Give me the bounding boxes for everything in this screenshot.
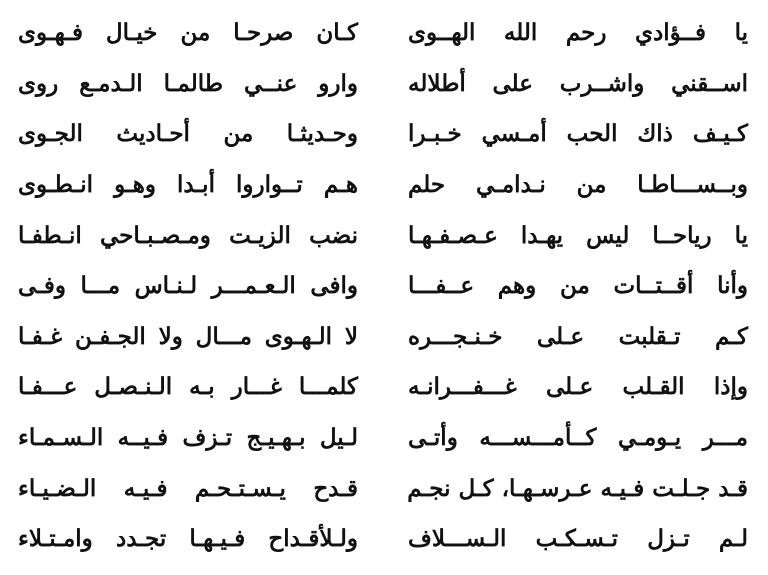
verse	[0, 59, 768, 110]
verse	[0, 109, 768, 160]
first-hemistich: يا فــؤادي رحم الله الهــوى	[408, 19, 748, 47]
second-hemistich: وارو عنــي طالمـا الـدمـع روى	[18, 69, 358, 97]
second-hemistich: كلمـــا غـــار بـه الـنـصـل عـــفـا	[18, 373, 358, 401]
first-hemistich: قـد جـلـت فـيـه عـرسـهـا، كـل نجـم	[407, 474, 748, 502]
verse	[0, 8, 768, 59]
poem	[0, 8, 768, 568]
second-hemistich: لا الـهـوى مـــال ولا الجـفـن غـفـا	[18, 322, 358, 350]
first-hemistich: وأنا أقــتــات من وهم عــفـــا	[408, 272, 748, 300]
second-hemistich: نضب الزيـت ومـصـبـاحي انـطفـا	[18, 221, 358, 249]
first-hemistich: يا رياحــا ليس يهـدا عـصـفـهـا	[408, 221, 748, 249]
verse	[0, 160, 768, 211]
verse	[0, 312, 768, 363]
first-hemistich: كـيـف ذاك الحب أمـسي خـبـرا	[408, 120, 748, 148]
second-hemistich: وحـديثـا من أحـاديث الجـوى	[18, 120, 358, 148]
verse	[0, 413, 768, 464]
first-hemistich: لـم تـزل تـسـكـب الـســـلاف	[408, 525, 748, 553]
second-hemistich: ولـلأقـداح فـيـهـا تجـدد وامـتـلاء	[18, 525, 358, 553]
first-hemistich: اســقني واشــرب على أطلاله	[408, 69, 748, 97]
verse	[0, 362, 768, 413]
second-hemistich: كـان صرحـا من خيـال فـهـوى	[18, 19, 358, 47]
verse	[0, 463, 768, 514]
verse	[0, 210, 768, 261]
first-hemistich: كـم تـقلبت عـلى خـنـجـــره	[408, 322, 748, 350]
first-hemistich: وبــســـاطـا من نـدامـي حلم	[408, 171, 748, 199]
second-hemistich: قـدح يـسـتـحـم فـيـه الـضـيـاء	[18, 474, 358, 502]
second-hemistich: لـيل بـهـيـج تـزف فـيــه الـسـمـاء	[18, 424, 358, 452]
first-hemistich: مـــر يـومـي كــأمـــســـه وأتـى	[408, 424, 748, 452]
first-hemistich: وإذا القـلب عـلى غـــفـــرانـه	[408, 373, 748, 401]
second-hemistich: وافى الـعـمـــر لـنـاس مـــا وفـى	[18, 272, 358, 300]
verse	[0, 514, 768, 565]
second-hemistich: هـم تــواروا أبـدا وهـو انـطـوى	[18, 171, 358, 199]
verse	[0, 261, 768, 312]
